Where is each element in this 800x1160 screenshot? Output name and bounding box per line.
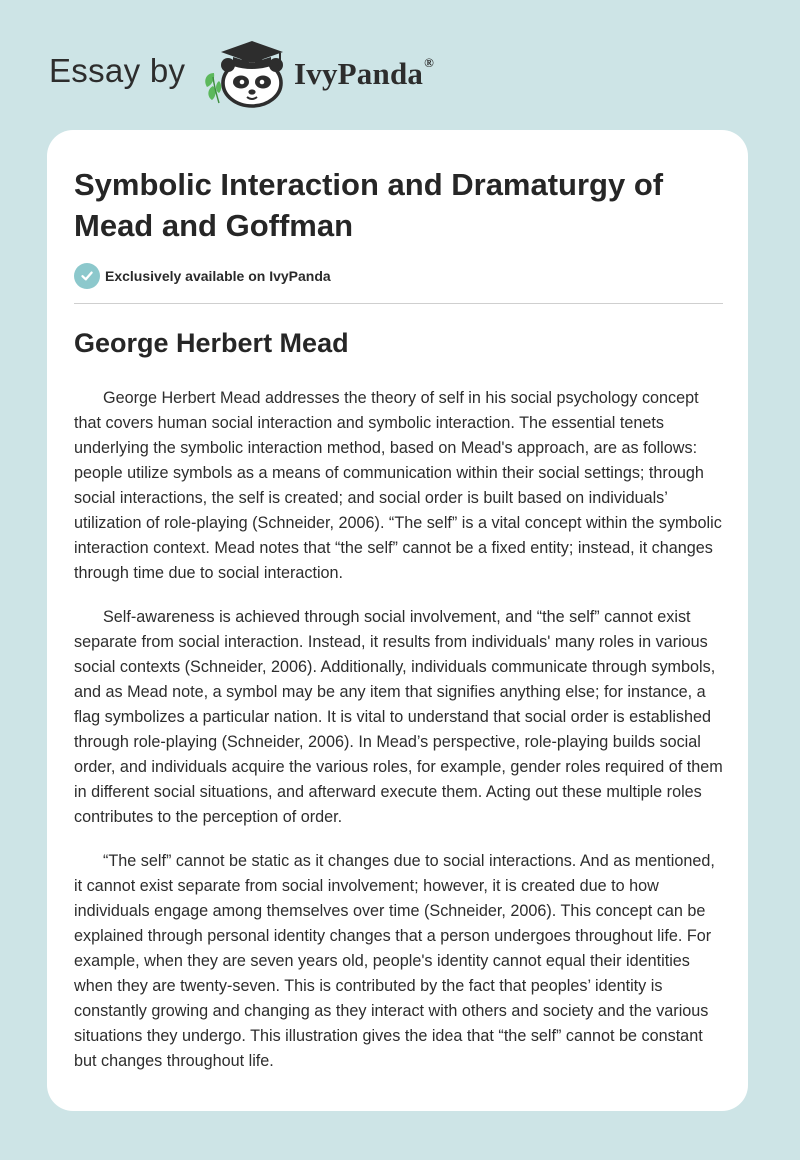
brand-name[interactable] xyxy=(294,56,434,92)
site-header xyxy=(0,0,800,130)
brand-name-text: IvyPanda xyxy=(294,56,424,91)
paragraph: George Herbert Mead addresses the theory of self in his social psychology concept that covers human social interaction and symbolic interaction. The essential tenets underlying the symbolic interaction method, based on Mead's approach, are as follows: people utilize symbols as a means of communication within their social settings; through social interactions, the self is created; and social order is built based on individuals’ utilization of role-playing (Schneider, 2006). “The self” is a vital concept within the symbolic interaction context. Mead notes that “the self” cannot be a fixed entity; instead, it changes through time due to social interaction. xyxy=(74,389,722,582)
section-heading: George Herbert Mead xyxy=(74,328,349,358)
essay-title: Symbolic Interaction and Dramaturgy of Mead and Goffman xyxy=(74,167,664,243)
essay-by-label: Essay by xyxy=(49,52,186,89)
divider xyxy=(74,303,723,304)
exclusive-badge-text: Exclusively available on IvyPanda xyxy=(105,268,331,284)
registered-mark: ® xyxy=(424,54,435,70)
paragraph: Self-awareness is achieved through social involvement, and “the self” cannot exist separate from social interaction. Instead, it results from individuals' many roles in various social contexts (Schneider, 2006). Additionally, individuals communicate through symbols, and as Mead note, a symbol may be any item that signifies anything else; for instance, a flag symbolizes a particular nation. It is vital to understand that social order is established through role-playing (Schneider, 2006). In Mead’s perspective, role-playing builds social order, and individuals acquire the various roles, for example, gender roles required of them in different social situations, and afterward execute them. Acting out these multiple roles contributes to the perception of order. xyxy=(74,608,723,826)
leaf-icon xyxy=(216,81,221,93)
essay-card xyxy=(47,130,748,1111)
panda-graduate-icon xyxy=(200,37,292,109)
checkmark-icon xyxy=(74,263,100,289)
exclusive-badge xyxy=(74,263,331,289)
paragraph: “The self” cannot be static as it changes due to social interactions. And as mentioned, it cannot exist separate from social involvement; however, it is created due to how individuals engage among themselves over time (Schneider, 2006). This concept can be explained through personal identity changes that a person undergoes throughout life. For example, when they are seven years old, people's identity cannot equal their identities when they are twenty-seven. This is contributed by the fact that peoples’ identity is constantly growing and changing as they interact with others and society and the various situations they undergo. This illustration gives the idea that “the self” cannot be constant but changes throughout life. xyxy=(74,852,715,1070)
essay-body xyxy=(74,386,726,1093)
ivypanda-logo[interactable] xyxy=(200,37,292,109)
